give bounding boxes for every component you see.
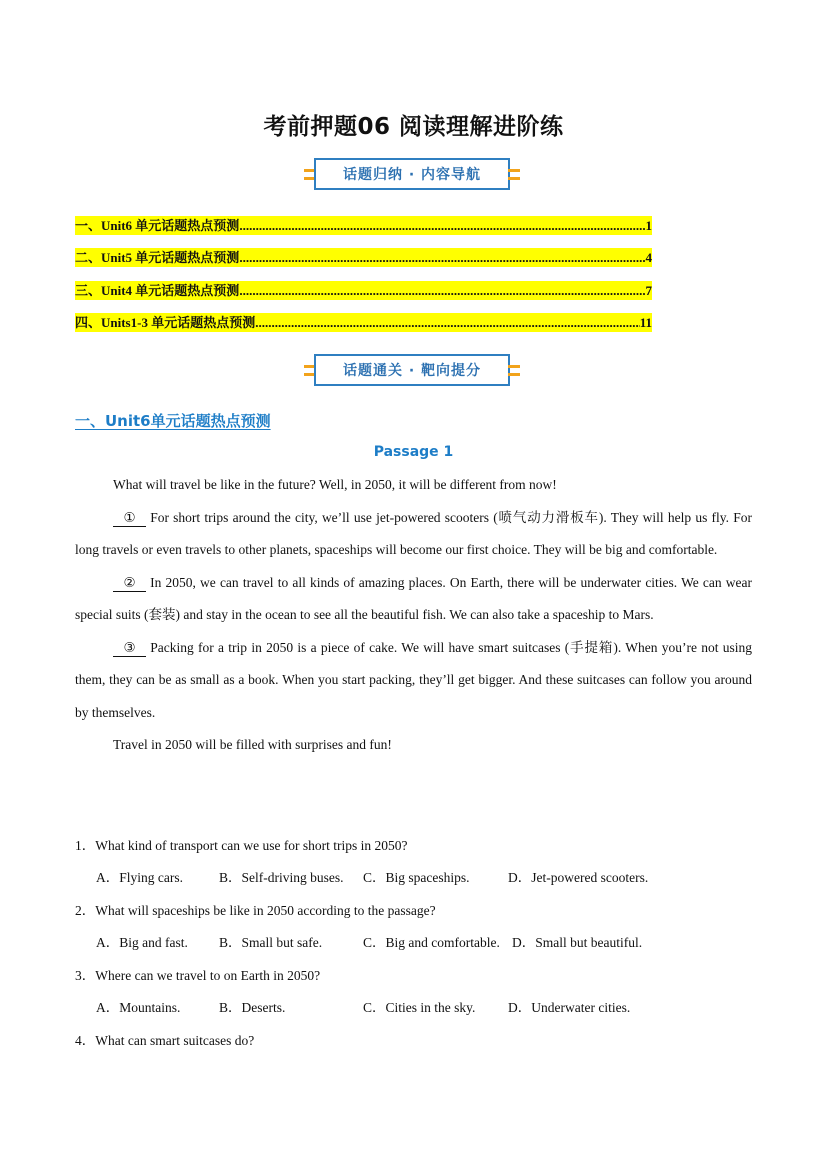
paragraph-2 — [75, 567, 752, 632]
banner-topic-nav — [304, 158, 520, 194]
toc-entry-2[interactable] — [75, 248, 652, 267]
question-3: 3．Where can we travel to on Earth in 2050? — [75, 968, 321, 983]
toc-page: 1 — [645, 218, 652, 233]
option-3d[interactable]: D．Underwater cities. — [508, 1000, 631, 1015]
toc-page: 11 — [639, 315, 652, 330]
option-2c[interactable]: C．Big and comfortable. — [363, 935, 500, 950]
option-2b[interactable]: B．Small but safe. — [219, 935, 323, 950]
passage-body — [75, 469, 752, 762]
banner-topic-nav-label: 话题归纳 · 内容导航 — [314, 158, 510, 190]
blank-1[interactable]: ① — [113, 510, 146, 527]
paragraph-2-text: In 2050, we can travel to all kinds of amazing places. On Earth, there will be underwater cities. We can wear special suits (套装) and stay in the ocean to see all the beautiful fish. We can also take a spaceship to Mars. — [75, 574, 752, 622]
toc-label: 一、Unit6 单元话题热点预测 — [75, 218, 240, 233]
option-1c[interactable]: C．Big spaceships. — [363, 870, 470, 885]
section-heading: 一、Unit6单元话题热点预测 — [75, 412, 271, 430]
option-3c[interactable]: C．Cities in the sky. — [363, 1000, 476, 1015]
question-1: 1．What kind of transport can we use for short trips in 2050? — [75, 838, 408, 853]
banner-topic-practice — [304, 354, 520, 390]
toc-label: 三、Unit4 单元话题热点预测 — [75, 283, 240, 298]
toc-entry-1[interactable] — [75, 216, 652, 235]
option-2d[interactable]: D．Small but beautiful. — [512, 935, 643, 950]
paragraph-3-text: Packing for a trip in 2050 is a piece of cake. We will have smart suitcases (手提箱). When you’re not using them, they can be as small as a book. When you start packing, they’ll get bigger. And these suitcases can follow you around by themselves. — [75, 639, 752, 720]
blank-3[interactable]: ③ — [113, 640, 146, 657]
option-1d[interactable]: D．Jet-powered scooters. — [508, 870, 649, 885]
option-3b[interactable]: B．Deserts. — [219, 1000, 286, 1015]
option-1b[interactable]: B．Self-driving buses. — [219, 870, 344, 885]
toc-page: 7 — [645, 283, 652, 298]
option-1a[interactable]: A．Flying cars. — [96, 870, 183, 885]
toc-entry-4[interactable] — [75, 313, 652, 332]
passage-title: Passage 1 — [373, 444, 454, 460]
blank-2[interactable]: ② — [113, 575, 146, 592]
passage-intro: What will travel be like in the future? Well, in 2050, it will be different from now! — [113, 477, 557, 492]
toc-label: 四、Units1-3 单元话题热点预测 — [75, 315, 256, 330]
paragraph-3 — [75, 632, 752, 730]
option-3a[interactable]: A．Mountains. — [96, 1000, 181, 1015]
option-2a[interactable]: A．Big and fast. — [96, 935, 188, 950]
paragraph-1-text: For short trips around the city, we’ll use jet-powered scooters (喷气动力滑板车). They will help us fly. For long travels or even travels to other planets, spaceships will become our first choice. They will be big and comfortable. — [75, 509, 752, 557]
question-2: 2．What will spaceships be like in 2050 according to the passage? — [75, 903, 436, 918]
banner-topic-practice-label: 话题通关 · 靶向提分 — [314, 354, 510, 386]
toc-entry-3[interactable] — [75, 281, 652, 300]
toc-label: 二、Unit5 单元话题热点预测 — [75, 250, 240, 265]
page-title: 考前押题06 阅读理解进阶练 — [263, 114, 564, 140]
paragraph-1 — [75, 502, 752, 567]
toc-page: 4 — [645, 250, 652, 265]
passage-closing: Travel in 2050 will be filled with surprises and fun! — [113, 737, 392, 752]
question-4: 4．What can smart suitcases do? — [75, 1033, 255, 1048]
